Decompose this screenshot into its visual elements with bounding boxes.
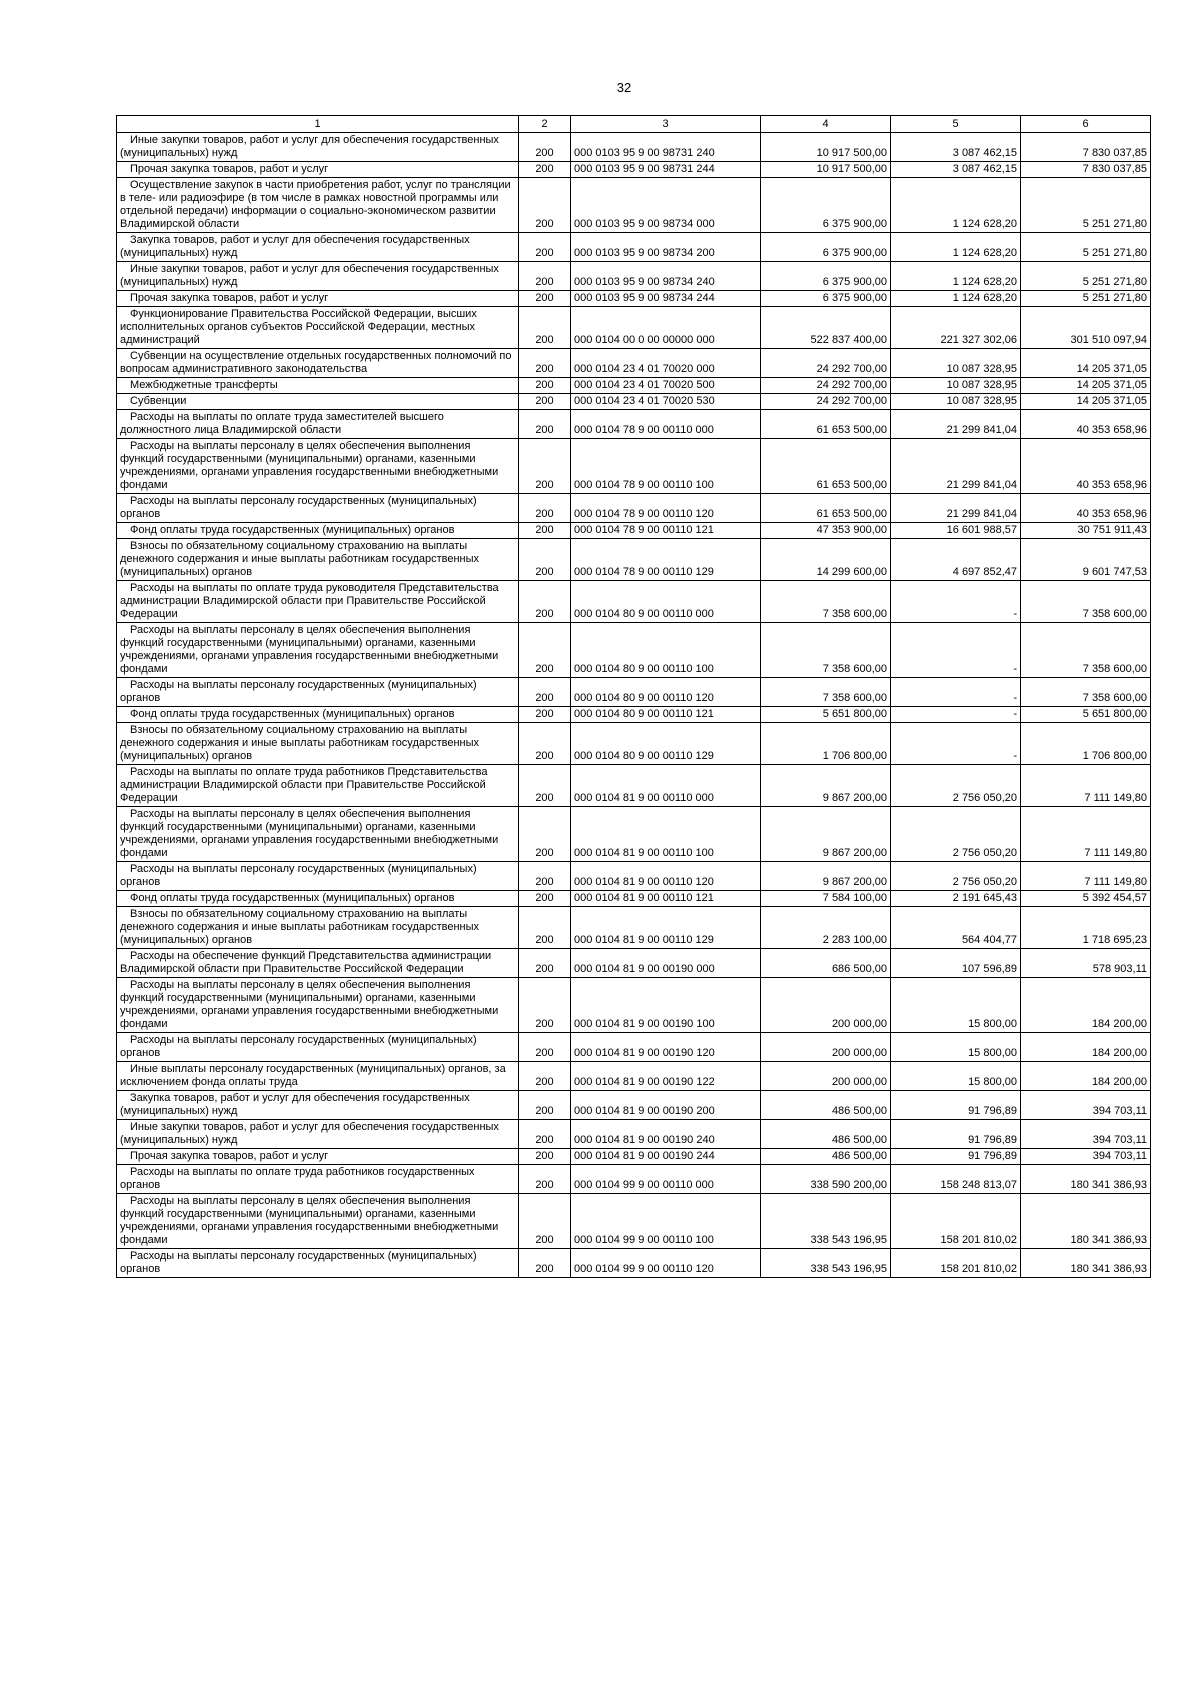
row-executed-amount: 1 124 628,20 — [891, 233, 1021, 262]
row-unexecuted-amount: 7 830 037,85 — [1021, 162, 1151, 178]
table-row — [117, 494, 1151, 523]
row-unexecuted-amount: 14 205 371,05 — [1021, 378, 1151, 394]
table-row — [117, 349, 1151, 378]
row-description: Расходы на выплаты персоналу государственных (муниципальных) органов — [117, 1249, 519, 1278]
row-description: Прочая закупка товаров, работ и услуг — [117, 162, 519, 178]
row-classification-code: 000 0104 80 9 00 00110 121 — [571, 707, 761, 723]
row-code: 200 — [519, 862, 571, 891]
row-unexecuted-amount: 1 718 695,23 — [1021, 907, 1151, 949]
row-executed-amount: 2 756 050,20 — [891, 862, 1021, 891]
row-code: 200 — [519, 1149, 571, 1165]
row-description: Расходы на выплаты по оплате труда заместителей высшего должностного лица Владимирской области — [117, 410, 519, 439]
row-unexecuted-amount: 7 358 600,00 — [1021, 581, 1151, 623]
row-description: Расходы на выплаты персоналу государственных (муниципальных) органов — [117, 494, 519, 523]
row-code: 200 — [519, 1120, 571, 1149]
table-row — [117, 233, 1151, 262]
row-code: 200 — [519, 1091, 571, 1120]
row-unexecuted-amount: 184 200,00 — [1021, 1062, 1151, 1091]
table-row — [117, 178, 1151, 233]
row-executed-amount: 4 697 852,47 — [891, 539, 1021, 581]
row-approved-amount: 6 375 900,00 — [761, 178, 891, 233]
table-row — [117, 1120, 1151, 1149]
row-approved-amount: 10 917 500,00 — [761, 162, 891, 178]
row-description: Расходы на выплаты персоналу государственных (муниципальных) органов — [117, 678, 519, 707]
row-unexecuted-amount: 5 251 271,80 — [1021, 262, 1151, 291]
table-row — [117, 907, 1151, 949]
row-code: 200 — [519, 1165, 571, 1194]
row-executed-amount: 15 800,00 — [891, 1062, 1021, 1091]
row-approved-amount: 7 358 600,00 — [761, 581, 891, 623]
row-description: Расходы на выплаты по оплате труда работников Представительства администрации Владимирской области при Правительстве Российской Федерации — [117, 765, 519, 807]
row-classification-code: 000 0104 00 0 00 00000 000 — [571, 307, 761, 349]
row-approved-amount: 5 651 800,00 — [761, 707, 891, 723]
row-executed-amount: 107 596,89 — [891, 949, 1021, 978]
row-code: 200 — [519, 133, 571, 162]
column-header: 1 — [117, 116, 519, 133]
table-row — [117, 1091, 1151, 1120]
row-executed-amount: 158 201 810,02 — [891, 1249, 1021, 1278]
column-header: 5 — [891, 116, 1021, 133]
row-classification-code: 000 0104 81 9 00 00110 129 — [571, 907, 761, 949]
row-classification-code: 000 0104 23 4 01 70020 000 — [571, 349, 761, 378]
row-description: Фонд оплаты труда государственных (муниципальных) органов — [117, 891, 519, 907]
row-executed-amount: 3 087 462,15 — [891, 133, 1021, 162]
row-description: Взносы по обязательному социальному страхованию на выплаты денежного содержания и иные выплаты работникам государственных (муниципальных) органов — [117, 539, 519, 581]
row-approved-amount: 2 283 100,00 — [761, 907, 891, 949]
row-code: 200 — [519, 678, 571, 707]
column-header: 3 — [571, 116, 761, 133]
table-row — [117, 623, 1151, 678]
row-unexecuted-amount: 301 510 097,94 — [1021, 307, 1151, 349]
table-row — [117, 807, 1151, 862]
row-approved-amount: 6 375 900,00 — [761, 291, 891, 307]
row-code: 200 — [519, 807, 571, 862]
row-approved-amount: 7 584 100,00 — [761, 891, 891, 907]
row-approved-amount: 61 653 500,00 — [761, 439, 891, 494]
row-executed-amount: 2 191 645,43 — [891, 891, 1021, 907]
row-classification-code: 000 0103 95 9 00 98731 240 — [571, 133, 761, 162]
row-unexecuted-amount: 7 830 037,85 — [1021, 133, 1151, 162]
row-code: 200 — [519, 262, 571, 291]
row-executed-amount: 1 124 628,20 — [891, 291, 1021, 307]
row-classification-code: 000 0104 78 9 00 00110 100 — [571, 439, 761, 494]
row-description: Закупка товаров, работ и услуг для обеспечения государственных (муниципальных) нужд — [117, 233, 519, 262]
row-description: Расходы на выплаты персоналу в целях обеспечения выполнения функций государственными (муниципальными) органами, казенными учреждениями, органами управления государственными внебюджетными фондами — [117, 439, 519, 494]
row-executed-amount: 221 327 302,06 — [891, 307, 1021, 349]
row-unexecuted-amount: 184 200,00 — [1021, 1033, 1151, 1062]
row-classification-code: 000 0104 99 9 00 00110 100 — [571, 1194, 761, 1249]
row-code: 200 — [519, 178, 571, 233]
row-classification-code: 000 0104 23 4 01 70020 500 — [571, 378, 761, 394]
row-description: Прочая закупка товаров, работ и услуг — [117, 1149, 519, 1165]
table-row — [117, 949, 1151, 978]
row-classification-code: 000 0104 81 9 00 00190 240 — [571, 1120, 761, 1149]
table-row — [117, 707, 1151, 723]
row-code: 200 — [519, 539, 571, 581]
row-unexecuted-amount: 14 205 371,05 — [1021, 349, 1151, 378]
row-unexecuted-amount: 7 111 149,80 — [1021, 765, 1151, 807]
row-classification-code: 000 0104 78 9 00 00110 120 — [571, 494, 761, 523]
table-body — [117, 133, 1151, 1278]
table-row — [117, 891, 1151, 907]
row-approved-amount: 7 358 600,00 — [761, 678, 891, 707]
column-header: 6 — [1021, 116, 1151, 133]
row-description: Расходы на выплаты персоналу в целях обеспечения выполнения функций государственными (муниципальными) органами, казенными учреждениями, органами управления государственными внебюджетными фондами — [117, 807, 519, 862]
row-approved-amount: 10 917 500,00 — [761, 133, 891, 162]
row-classification-code: 000 0104 81 9 00 00110 121 — [571, 891, 761, 907]
row-executed-amount: - — [891, 707, 1021, 723]
table-row — [117, 862, 1151, 891]
row-unexecuted-amount: 40 353 658,96 — [1021, 494, 1151, 523]
row-code: 200 — [519, 233, 571, 262]
row-executed-amount: 21 299 841,04 — [891, 410, 1021, 439]
row-unexecuted-amount: 180 341 386,93 — [1021, 1194, 1151, 1249]
row-executed-amount: - — [891, 678, 1021, 707]
row-unexecuted-amount: 578 903,11 — [1021, 949, 1151, 978]
table-row — [117, 978, 1151, 1033]
row-description: Осуществление закупок в части приобретения работ, услуг по трансляции в теле- или радиоэфире (в том числе в рамках новостной программы или отдельной передачи) информации о социально-экономическом развитии Владимирской области — [117, 178, 519, 233]
row-approved-amount: 47 353 900,00 — [761, 523, 891, 539]
row-approved-amount: 522 837 400,00 — [761, 307, 891, 349]
row-code: 200 — [519, 1194, 571, 1249]
row-executed-amount: 10 087 328,95 — [891, 394, 1021, 410]
row-classification-code: 000 0104 81 9 00 00190 200 — [571, 1091, 761, 1120]
row-classification-code: 000 0104 81 9 00 00110 100 — [571, 807, 761, 862]
row-code: 200 — [519, 765, 571, 807]
row-approved-amount: 24 292 700,00 — [761, 378, 891, 394]
row-executed-amount: 1 124 628,20 — [891, 262, 1021, 291]
row-approved-amount: 200 000,00 — [761, 1033, 891, 1062]
row-classification-code: 000 0104 78 9 00 00110 129 — [571, 539, 761, 581]
row-approved-amount: 9 867 200,00 — [761, 765, 891, 807]
row-unexecuted-amount: 184 200,00 — [1021, 978, 1151, 1033]
row-description: Функционирование Правительства Российской Федерации, высших исполнительных органов субъектов Российской Федерации, местных администраций — [117, 307, 519, 349]
row-approved-amount: 61 653 500,00 — [761, 494, 891, 523]
row-approved-amount: 61 653 500,00 — [761, 410, 891, 439]
table-row — [117, 262, 1151, 291]
row-classification-code: 000 0103 95 9 00 98734 000 — [571, 178, 761, 233]
row-executed-amount: - — [891, 623, 1021, 678]
row-unexecuted-amount: 180 341 386,93 — [1021, 1165, 1151, 1194]
row-executed-amount: 21 299 841,04 — [891, 494, 1021, 523]
table-row — [117, 133, 1151, 162]
table-row — [117, 378, 1151, 394]
table-row — [117, 1062, 1151, 1091]
table-row — [117, 1033, 1151, 1062]
row-description: Расходы на обеспечение функций Представительства администрации Владимирской области при Правительстве Российской Федерации — [117, 949, 519, 978]
row-unexecuted-amount: 394 703,11 — [1021, 1149, 1151, 1165]
row-code: 200 — [519, 891, 571, 907]
row-code: 200 — [519, 581, 571, 623]
row-classification-code: 000 0104 99 9 00 00110 120 — [571, 1249, 761, 1278]
row-approved-amount: 486 500,00 — [761, 1091, 891, 1120]
row-approved-amount: 486 500,00 — [761, 1149, 891, 1165]
column-header: 2 — [519, 116, 571, 133]
row-description: Прочая закупка товаров, работ и услуг — [117, 291, 519, 307]
table-row — [117, 439, 1151, 494]
table-row — [117, 162, 1151, 178]
row-executed-amount: 15 800,00 — [891, 978, 1021, 1033]
row-classification-code: 000 0104 81 9 00 00190 120 — [571, 1033, 761, 1062]
row-approved-amount: 200 000,00 — [761, 978, 891, 1033]
row-classification-code: 000 0104 80 9 00 00110 100 — [571, 623, 761, 678]
budget-table — [116, 115, 1151, 1278]
row-executed-amount: 91 796,89 — [891, 1120, 1021, 1149]
row-classification-code: 000 0104 23 4 01 70020 530 — [571, 394, 761, 410]
row-description: Расходы на выплаты по оплате труда руководителя Представительства администрации Владимирской области при Правительстве Российской Федерации — [117, 581, 519, 623]
row-description: Расходы на выплаты по оплате труда работников государственных органов — [117, 1165, 519, 1194]
row-approved-amount: 24 292 700,00 — [761, 394, 891, 410]
row-executed-amount: - — [891, 723, 1021, 765]
row-unexecuted-amount: 394 703,11 — [1021, 1091, 1151, 1120]
row-unexecuted-amount: 5 651 800,00 — [1021, 707, 1151, 723]
row-executed-amount: 21 299 841,04 — [891, 439, 1021, 494]
row-classification-code: 000 0104 80 9 00 00110 000 — [571, 581, 761, 623]
row-classification-code: 000 0104 81 9 00 00110 000 — [571, 765, 761, 807]
row-code: 200 — [519, 410, 571, 439]
row-executed-amount: 158 201 810,02 — [891, 1194, 1021, 1249]
table-row — [117, 765, 1151, 807]
row-description: Субвенции — [117, 394, 519, 410]
row-description: Иные закупки товаров, работ и услуг для обеспечения государственных (муниципальных) нужд — [117, 133, 519, 162]
row-description: Иные выплаты персоналу государственных (муниципальных) органов, за исключением фонда оплаты труда — [117, 1062, 519, 1091]
row-executed-amount: 2 756 050,20 — [891, 807, 1021, 862]
row-executed-amount: 91 796,89 — [891, 1091, 1021, 1120]
row-description: Фонд оплаты труда государственных (муниципальных) органов — [117, 707, 519, 723]
table-row — [117, 1194, 1151, 1249]
row-approved-amount: 9 867 200,00 — [761, 862, 891, 891]
row-unexecuted-amount: 5 251 271,80 — [1021, 233, 1151, 262]
row-classification-code: 000 0103 95 9 00 98731 244 — [571, 162, 761, 178]
row-code: 200 — [519, 1033, 571, 1062]
row-classification-code: 000 0104 81 9 00 00110 120 — [571, 862, 761, 891]
row-code: 200 — [519, 978, 571, 1033]
table-row — [117, 1249, 1151, 1278]
row-approved-amount: 338 590 200,00 — [761, 1165, 891, 1194]
row-description: Расходы на выплаты персоналу государственных (муниципальных) органов — [117, 862, 519, 891]
row-unexecuted-amount: 394 703,11 — [1021, 1120, 1151, 1149]
row-description: Взносы по обязательному социальному страхованию на выплаты денежного содержания и иные выплаты работникам государственных (муниципальных) органов — [117, 723, 519, 765]
row-description: Субвенции на осуществление отдельных государственных полномочий по вопросам административного законодательства — [117, 349, 519, 378]
row-approved-amount: 338 543 196,95 — [761, 1194, 891, 1249]
row-approved-amount: 6 375 900,00 — [761, 262, 891, 291]
row-code: 200 — [519, 378, 571, 394]
table-row — [117, 523, 1151, 539]
table-row — [117, 1149, 1151, 1165]
row-approved-amount: 1 706 800,00 — [761, 723, 891, 765]
row-executed-amount: 15 800,00 — [891, 1033, 1021, 1062]
row-unexecuted-amount: 7 111 149,80 — [1021, 807, 1151, 862]
row-code: 200 — [519, 1062, 571, 1091]
row-executed-amount: 1 124 628,20 — [891, 178, 1021, 233]
table-row — [117, 678, 1151, 707]
header-row — [117, 116, 1151, 133]
row-classification-code: 000 0104 81 9 00 00190 122 — [571, 1062, 761, 1091]
row-code: 200 — [519, 623, 571, 678]
row-code: 200 — [519, 439, 571, 494]
row-code: 200 — [519, 494, 571, 523]
row-classification-code: 000 0104 81 9 00 00190 100 — [571, 978, 761, 1033]
row-unexecuted-amount: 1 706 800,00 — [1021, 723, 1151, 765]
row-unexecuted-amount: 180 341 386,93 — [1021, 1249, 1151, 1278]
row-description: Иные закупки товаров, работ и услуг для обеспечения государственных (муниципальных) нужд — [117, 1120, 519, 1149]
row-description: Расходы на выплаты персоналу в целях обеспечения выполнения функций государственными (муниципальными) органами, казенными учреждениями, органами управления государственными внебюджетными фондами — [117, 978, 519, 1033]
row-code: 200 — [519, 307, 571, 349]
row-classification-code: 000 0104 81 9 00 00190 000 — [571, 949, 761, 978]
table-row — [117, 410, 1151, 439]
row-code: 200 — [519, 394, 571, 410]
table-row — [117, 394, 1151, 410]
row-classification-code: 000 0104 81 9 00 00190 244 — [571, 1149, 761, 1165]
row-executed-amount: 2 756 050,20 — [891, 765, 1021, 807]
row-classification-code: 000 0104 99 9 00 00110 000 — [571, 1165, 761, 1194]
row-code: 200 — [519, 291, 571, 307]
row-description: Закупка товаров, работ и услуг для обеспечения государственных (муниципальных) нужд — [117, 1091, 519, 1120]
row-executed-amount: 91 796,89 — [891, 1149, 1021, 1165]
row-approved-amount: 200 000,00 — [761, 1062, 891, 1091]
row-description: Фонд оплаты труда государственных (муниципальных) органов — [117, 523, 519, 539]
row-unexecuted-amount: 7 358 600,00 — [1021, 623, 1151, 678]
row-classification-code: 000 0104 80 9 00 00110 129 — [571, 723, 761, 765]
row-code: 200 — [519, 949, 571, 978]
row-description: Межбюджетные трансферты — [117, 378, 519, 394]
row-approved-amount: 686 500,00 — [761, 949, 891, 978]
row-executed-amount: 10 087 328,95 — [891, 349, 1021, 378]
row-executed-amount: - — [891, 581, 1021, 623]
table-row — [117, 581, 1151, 623]
row-unexecuted-amount: 30 751 911,43 — [1021, 523, 1151, 539]
row-description: Иные закупки товаров, работ и услуг для обеспечения государственных (муниципальных) нужд — [117, 262, 519, 291]
row-approved-amount: 9 867 200,00 — [761, 807, 891, 862]
row-approved-amount: 7 358 600,00 — [761, 623, 891, 678]
row-executed-amount: 564 404,77 — [891, 907, 1021, 949]
table-row — [117, 291, 1151, 307]
row-code: 200 — [519, 162, 571, 178]
row-unexecuted-amount: 7 111 149,80 — [1021, 862, 1151, 891]
row-description: Расходы на выплаты персоналу государственных (муниципальных) органов — [117, 1033, 519, 1062]
row-executed-amount: 10 087 328,95 — [891, 378, 1021, 394]
row-approved-amount: 338 543 196,95 — [761, 1249, 891, 1278]
row-classification-code: 000 0104 78 9 00 00110 000 — [571, 410, 761, 439]
table-row — [117, 539, 1151, 581]
row-classification-code: 000 0104 80 9 00 00110 120 — [571, 678, 761, 707]
table-row — [117, 1165, 1151, 1194]
row-classification-code: 000 0104 78 9 00 00110 121 — [571, 523, 761, 539]
row-approved-amount: 14 299 600,00 — [761, 539, 891, 581]
row-executed-amount: 158 248 813,07 — [891, 1165, 1021, 1194]
row-description: Расходы на выплаты персоналу в целях обеспечения выполнения функций государственными (муниципальными) органами, казенными учреждениями, органами управления государственными внебюджетными фондами — [117, 1194, 519, 1249]
row-code: 200 — [519, 523, 571, 539]
row-approved-amount: 486 500,00 — [761, 1120, 891, 1149]
row-classification-code: 000 0103 95 9 00 98734 240 — [571, 262, 761, 291]
row-approved-amount: 24 292 700,00 — [761, 349, 891, 378]
table-row — [117, 723, 1151, 765]
row-code: 200 — [519, 707, 571, 723]
row-unexecuted-amount: 5 251 271,80 — [1021, 291, 1151, 307]
row-unexecuted-amount: 40 353 658,96 — [1021, 410, 1151, 439]
row-code: 200 — [519, 907, 571, 949]
row-classification-code: 000 0103 95 9 00 98734 200 — [571, 233, 761, 262]
row-classification-code: 000 0103 95 9 00 98734 244 — [571, 291, 761, 307]
row-unexecuted-amount: 5 392 454,57 — [1021, 891, 1151, 907]
page-number: 32 — [616, 80, 632, 95]
row-executed-amount: 16 601 988,57 — [891, 523, 1021, 539]
row-description: Расходы на выплаты персоналу в целях обеспечения выполнения функций государственными (муниципальными) органами, казенными учреждениями, органами управления государственными внебюджетными фондами — [117, 623, 519, 678]
row-approved-amount: 6 375 900,00 — [761, 233, 891, 262]
row-code: 200 — [519, 723, 571, 765]
row-executed-amount: 3 087 462,15 — [891, 162, 1021, 178]
table-row — [117, 307, 1151, 349]
row-unexecuted-amount: 5 251 271,80 — [1021, 178, 1151, 233]
row-unexecuted-amount: 40 353 658,96 — [1021, 439, 1151, 494]
column-header: 4 — [761, 116, 891, 133]
row-unexecuted-amount: 9 601 747,53 — [1021, 539, 1151, 581]
row-unexecuted-amount: 14 205 371,05 — [1021, 394, 1151, 410]
row-description: Взносы по обязательному социальному страхованию на выплаты денежного содержания и иные выплаты работникам государственных (муниципальных) органов — [117, 907, 519, 949]
row-unexecuted-amount: 7 358 600,00 — [1021, 678, 1151, 707]
row-code: 200 — [519, 1249, 571, 1278]
row-code: 200 — [519, 349, 571, 378]
